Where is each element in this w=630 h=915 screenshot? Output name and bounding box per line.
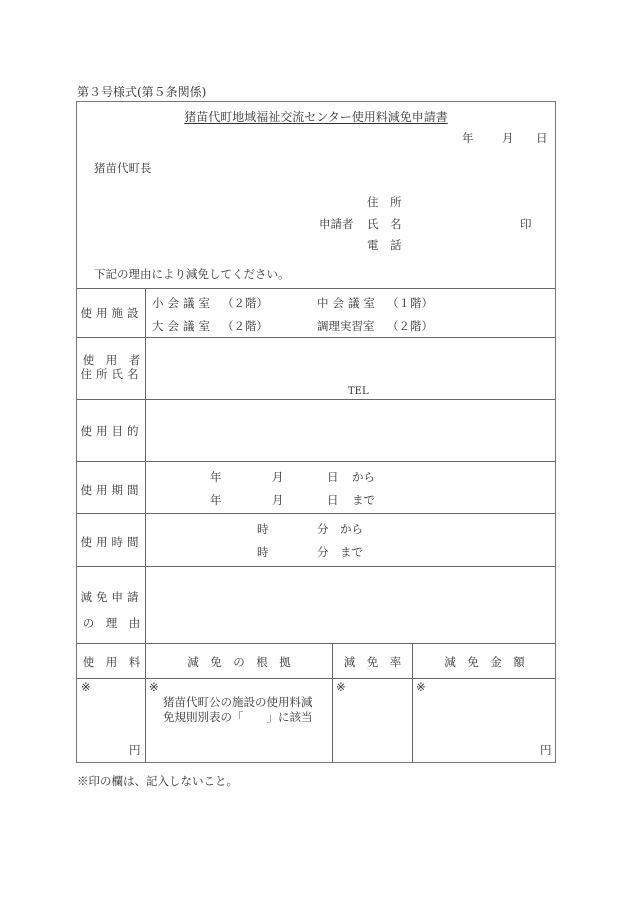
address-label: 住 所 <box>367 195 402 209</box>
time-from-minute: 分 <box>317 522 329 536</box>
fee-yen: 円 <box>129 743 141 757</box>
date-day: 日 <box>536 131 548 145</box>
period-to-year: 年 <box>210 493 222 507</box>
facility-option-large[interactable]: 大会議室 <box>152 319 214 333</box>
time-from-hour: 時 <box>257 522 269 536</box>
rate-mark: ※ <box>336 680 346 694</box>
basis-header: 減 免 の 根 拠 <box>187 655 291 669</box>
purpose-label: 使用目的 <box>80 424 143 438</box>
facility-option-small[interactable]: 小会議室 <box>152 296 214 310</box>
amount-yen: 円 <box>540 743 552 757</box>
period-from-suffix: から <box>352 470 375 484</box>
facility-label: 使用施設 <box>80 306 143 320</box>
facility-option-medium[interactable]: 中会議室 <box>317 296 379 310</box>
period-label: 使用期間 <box>80 483 143 497</box>
period-to-day: 日 <box>327 493 339 507</box>
period-from-month: 月 <box>272 470 284 484</box>
purpose-field[interactable] <box>146 401 556 459</box>
tel-label: TEL <box>348 386 369 397</box>
form-caption: 第３号様式(第５条関係) <box>77 85 207 99</box>
fee-header: 使 用 料 <box>82 655 141 669</box>
facility-option-kitchen[interactable]: 調理実習室 <box>317 319 375 333</box>
date-month: 月 <box>502 131 514 145</box>
time-to-hour: 時 <box>257 545 269 559</box>
period-from-day: 日 <box>327 470 339 484</box>
time-from-suffix: から <box>340 522 363 536</box>
application-form <box>76 101 556 763</box>
time-to-suffix: まで <box>340 545 363 559</box>
request-text: 下記の理由により減免してください。 <box>94 267 290 281</box>
form-title: 猪苗代町地域福祉交流センター使用料減免申請書 <box>184 110 448 124</box>
reason-label: 減免申請 の 理 由 <box>80 590 143 630</box>
facility-floor-kitchen: （２階） <box>387 319 433 333</box>
seal-mark: 印 <box>520 217 532 231</box>
time-label: 使用時間 <box>80 535 143 549</box>
facility-floor-medium: （１階） <box>387 296 433 310</box>
period-to-month: 月 <box>272 493 284 507</box>
name-label: 氏 名 <box>367 217 402 231</box>
rate-header: 減 免 率 <box>343 655 402 669</box>
reason-field[interactable] <box>146 568 556 641</box>
facility-floor-small: （２階） <box>222 296 268 310</box>
basis-text-line2: 免規則別表の「 」に該当 <box>163 710 313 724</box>
basis-text-line1: 猪苗代町公の施設の使用料減 <box>163 695 313 709</box>
phone-label: 電 話 <box>367 238 402 252</box>
addressee: 猪苗代町長 <box>94 161 152 175</box>
basis-mark: ※ <box>149 680 159 694</box>
applicant-label: 申請者 <box>319 217 354 231</box>
date-year: 年 <box>462 131 474 145</box>
time-to-minute: 分 <box>317 545 329 559</box>
period-to-suffix: まで <box>352 493 375 507</box>
amount-header: 減 免 金 額 <box>444 655 525 669</box>
facility-floor-large: （２階） <box>222 319 268 333</box>
period-from-year: 年 <box>210 470 222 484</box>
footnote: ※印の欄は、記入しないこと。 <box>77 774 238 788</box>
amount-mark: ※ <box>416 680 426 694</box>
user-label: 使 用 者 住所氏名 <box>80 353 143 381</box>
fee-mark: ※ <box>81 680 91 694</box>
